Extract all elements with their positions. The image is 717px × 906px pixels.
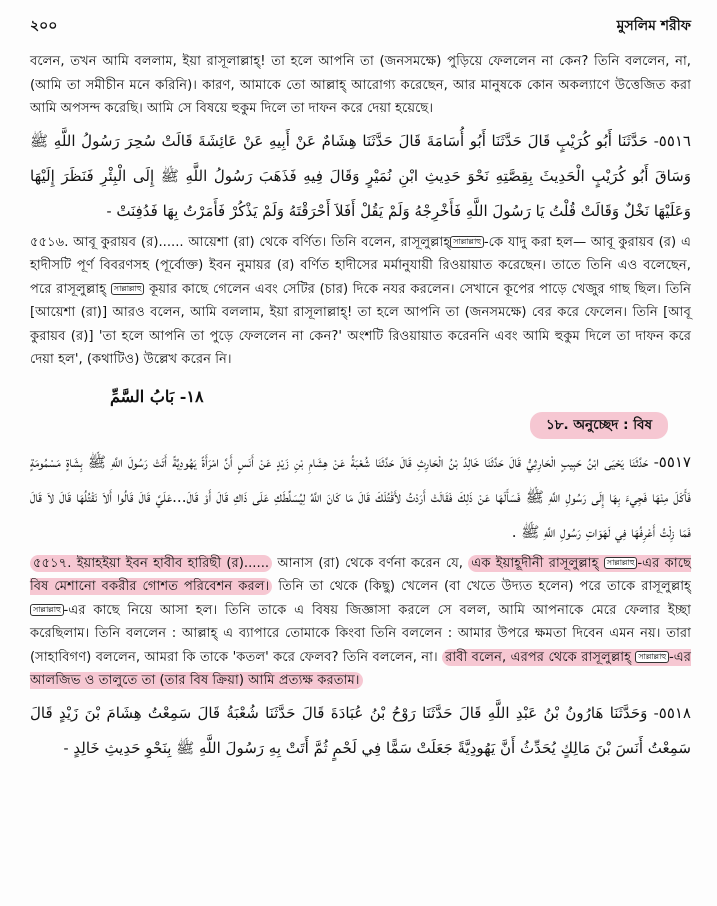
- hadith-5516-text-c: কূয়ার কাছে গেলেন এবং সেটির (চার) দিকে নযর করলেন। সেখানে কূপের পাড়ে খেজুর গাছ ছিল। তিনি [আয়েশা (রা)] আরও বলেন, আমি বললাম, ইয়া রাসূলাল্লাহ্! তা হলে আপনি তা (জনসমক্ষে) বের করে ফেলেন। তিনি [আবূ কুরায়ব (র)] 'তা হলে আপনি তা পুড়ে ফেললেন না কেন?' অংশটি রিওয়ায়াত করেননি এবং আমি হুকুম দিলে তা দাফন করে দেয়া হল', (কথাটিও) উল্লেখ করেন নি।: [30, 281, 691, 367]
- hadith-5517-bengali: [30, 552, 691, 693]
- hadith-5518-arabic: ٥٥١٨- وَحَدَّثَنَا هَارُونُ بْنُ عَبْدِ اللَّهِ قَالَ حَدَّثَنَا رَوْحُ بْنُ عُبَادَةَ قَالَ حَدَّثَنَا شُعْبَةُ قَالَ سَمِعْتُ هِشَامَ بْنَ زَيْدٍ قَالَ سَمِعْتُ أَنَسَ بْنَ مَالِكٍ يُحَدِّثُ أَنَّ يَهُودِيَّةً جَعَلَتْ سَمًّا فِي لَحْمٍ ثُمَّ أَتَتْ بِهِ رَسُولَ اللَّهِ ﷺ بِنَحْوِ حَدِيثِ خَالِدٍ -: [30, 703, 691, 757]
- saw-symbol-icon: সাল্লাল্লাহু: [635, 651, 669, 663]
- page-header: [30, 14, 691, 40]
- hadith-5517-arabic: ٥٥١٧- حَدَّثَنَا يَحْيَى ابْنُ حَبِيبٍ الْحَارِثِيُّ قَالَ حَدَّثَنَا خَالِدُ بْنُ الْحَارِثِ قَالَ حَدَّثَنَا شُعْبَةُ عَنْ هِشَامِ بْنِ زَيْدٍ عَنْ أَنَسٍ أَنَّ امْرَأَةً يَهُودِيَّةً أَتَتْ رَسُولَ اللَّهِ ﷺ بِشَاةٍ مَسْمُومَةٍ فَأَكَلَ مِنْهَا فَجِيءَ بِهَا إِلَى رَسُولِ اللَّهِ ﷺ فَسَأَلَهَا عَنْ ذَلِكَ فَقَالَتْ أَرَدْتُ لأَقْتُلَكَ قَالَ مَا كَانَ اللَّهُ لِيُسَلِّطَكِ عَلَى ذَاكِ قَالَ أَوْ قَالَ...عَلَيَّ قَالَ قَالُوا أَلاَ نَقْتُلُهَا قَالَ لاَ قَالَ فَمَا زِلْتُ أَعْرِفُهَا فِي لَهَوَاتِ رَسُولِ اللَّهِ ﷺ .: [30, 452, 691, 541]
- highlight-poisoned-meat-text: -এর কাছে বিষ মেশানো বকরীর গোশত পরিবেশন করল।: [30, 555, 691, 594]
- hadith-5517-text-3: -এর কাছে নিয়ে আসা হল। তিনি তাকে এ বিষয় জিজ্ঞাসা করলে সে বলল, আমি আপনাকে মেরে ফেলার ইচ্ছা করেছিলাম। তিনি বললেন : আল্লাহ্ এ ব্যাপারে তোমাকে কিংবা তিনি বললেন : আমার উপরে ক্ষমতা দিবেন এমন নয়। তারা (সাহাবিগণ) বললেন, আমরা কি তাকে 'কতল' করে ফেলব? তিনি বললেন, না।: [30, 602, 691, 665]
- hadith-5516-arabic: ٥٥١٦- حَدَّثَنَا أَبُو كُرَيْبٍ قَالَ حَدَّثَنَا أَبُو أُسَامَةَ قَالَ حَدَّثَنَا هِشَامٌ عَنْ أَبِيهِ عَنْ عَائِشَةَ قَالَتْ سُحِرَ رَسُولُ اللَّهِ ﷺ وَسَاقَ أَبُو كُرَيْبٍ الْحَدِيثَ بِقِصَّتِهِ نَحْوَ حَدِيثِ ابْنِ نُمَيْرٍ وَقَالَ فِيهِ فَذَهَبَ رَسُولُ اللَّهِ ﷺ إِلَى الْبِئْرِ فَنَظَرَ إِلَيْهَا وَعَلَيْهَا نَخْلٌ وَقَالَتْ قُلْتُ يَا رَسُولَ اللَّهِ فَأَخْرِجْهُ وَلَمْ يَقُلْ أَفَلاَ أَحْرَقْتَهُ وَلَمْ يَذْكُرْ فَأَمَرْتُ بِهَا فَدُفِنَتْ -: [30, 131, 691, 220]
- chapter-title-row: [30, 412, 691, 439]
- hadith-5517-text-2: তিনি তা থেকে (কিছু) খেলেন (বা খেতে উদ্যত হলেন) পরে তাকে রাসূলুল্লাহ্: [278, 579, 691, 594]
- hadith-5516-bengali: [30, 231, 691, 372]
- hadith-5516-text-b: -কে যাদু করা হল— আবূ কুরায়ব (র) এ হাদীসটি পূর্ণ বিবরণসহ (পূর্বোক্ত) ইবন নুমায়র (র) বর্ণিত হাদীসের মর্মানুযায়ী রিওয়ায়াত করেছেন। তাতে তিনি এও বলেছেন, পরে রাসূলুল্লাহ্: [30, 234, 691, 297]
- saw-symbol-icon: সাল্লাল্লাহু: [604, 557, 638, 569]
- saw-symbol-icon: সাল্লাল্লাহু: [450, 236, 484, 248]
- saw-symbol-icon: সাল্লাল্লাহু: [111, 283, 145, 295]
- highlight-narrator-saw-text: রাবী বলেন, এরপর থেকে রাসূলুল্লাহ্: [445, 649, 631, 665]
- page-number: ২০০: [30, 18, 58, 34]
- continuation-text: বলেন, তখন আমি বললাম, ইয়া রাসূলাল্লাহ্! তা হলে আপনি তা (জনসমক্ষে) পুড়িয়ে ফেললেন না কেন? তিনি বললেন, না, (আমি তা সমীচীন মনে করিনি)। কারণ, আমাকে তো আল্লাহ্ আরোগ্য করেছেন, আর মানুষকে কোন অকল্যাণে উত্তেজিত করা আমি অপসন্দ করেছি। আমি সে বিষয়ে হুকুম দিলে তা দাফন করে দেয়া হয়েছে।: [30, 54, 691, 116]
- chapter-title-arabic: ١٨- بَابُ السَّمِّ: [110, 386, 204, 406]
- hadith-5517-text-1: আনাস (রা) থেকে বর্ণনা করেন যে,: [277, 555, 464, 571]
- highlight-jewish-woman-text: এক ইয়াহূদীনী রাসূলুল্লাহ্: [471, 555, 599, 571]
- highlight-narrator: ৫৫১৭. ইয়াহইয়া ইবন হাবীব হারিছী (র)......: [30, 555, 272, 572]
- book-title: মুসলিম শরীফ: [616, 18, 691, 34]
- saw-symbol-icon: সাল্লাল্লাহু: [30, 604, 64, 616]
- highlight-effect-text: -এর আলজিভ ও তালুতে তা (তার বিষ ক্রিয়া) আমি প্রত্যক্ষ করতাম।: [30, 649, 691, 688]
- hadith-5516-text-a: ৫৫১৬. আবূ কুরায়ব (র)...... আয়েশা (রা) থেকে বর্ণিত। তিনি বলেন, রাসূলুল্লাহ্: [30, 234, 451, 250]
- chapter-title-bengali: ১৮. অনুচ্ছেদ : বিষ: [530, 412, 668, 439]
- continuation-paragraph: [30, 50, 691, 121]
